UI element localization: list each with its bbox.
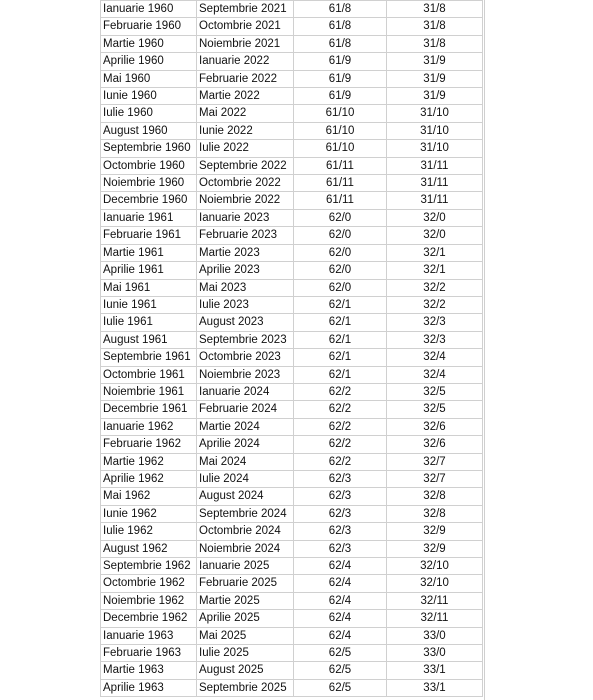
table-cell[interactable]: 31/9	[387, 88, 483, 105]
table-cell[interactable]: 33/1	[387, 662, 483, 679]
table-row	[101, 662, 483, 679]
table-cell[interactable]: 62/1	[294, 349, 387, 366]
table-cell[interactable]: Iulie 2024	[197, 470, 294, 487]
table-cell[interactable]: Mai 2025	[197, 627, 294, 644]
table-cell[interactable]: 32/4	[387, 349, 483, 366]
table-row	[101, 558, 483, 575]
table-cell[interactable]: Octombrie 1962	[101, 575, 197, 592]
table-row	[101, 453, 483, 470]
table-row	[101, 592, 483, 609]
sheet-right-border	[484, 0, 485, 700]
table-cell[interactable]: 31/8	[387, 1, 483, 18]
table-cell[interactable]: 62/0	[294, 244, 387, 261]
table-cell[interactable]: Mai 1962	[101, 488, 197, 505]
table-cell[interactable]: 61/8	[294, 1, 387, 18]
table-cell[interactable]: Martie 1961	[101, 244, 197, 261]
table-cell[interactable]: 62/5	[294, 645, 387, 662]
table-row	[101, 679, 483, 696]
table-cell[interactable]: August 1961	[101, 331, 197, 348]
spreadsheet-table-container	[100, 0, 483, 697]
table-cell[interactable]: 32/5	[387, 383, 483, 400]
table-row	[101, 523, 483, 540]
table-cell[interactable]: Noiembrie 2021	[197, 35, 294, 52]
table-row	[101, 35, 483, 52]
table-cell[interactable]: Iulie 2025	[197, 645, 294, 662]
table-cell[interactable]: Februarie 1960	[101, 18, 197, 35]
table-cell[interactable]: 33/0	[387, 645, 483, 662]
table-cell[interactable]: Iunie 1961	[101, 296, 197, 313]
table-cell[interactable]: 32/2	[387, 279, 483, 296]
table-row	[101, 122, 483, 139]
table-cell[interactable]: 32/6	[387, 436, 483, 453]
table-cell[interactable]: Martie 1962	[101, 453, 197, 470]
table-cell[interactable]: 61/9	[294, 70, 387, 87]
table-cell[interactable]: 32/1	[387, 262, 483, 279]
table-cell[interactable]: Februarie 2022	[197, 70, 294, 87]
table-row	[101, 366, 483, 383]
table-cell[interactable]: 32/8	[387, 505, 483, 522]
table-cell[interactable]: 62/4	[294, 575, 387, 592]
table-body	[101, 1, 483, 697]
table-row	[101, 470, 483, 487]
table-cell[interactable]: Octombrie 2021	[197, 18, 294, 35]
table-cell[interactable]: 32/2	[387, 296, 483, 313]
table-cell[interactable]: 32/5	[387, 401, 483, 418]
table-cell[interactable]: Noiembrie 2024	[197, 540, 294, 557]
table-cell[interactable]: 62/2	[294, 401, 387, 418]
table-cell[interactable]: Noiembrie 1960	[101, 175, 197, 192]
table-cell[interactable]: Martie 2025	[197, 592, 294, 609]
table-cell[interactable]: Septembrie 1962	[101, 558, 197, 575]
table-cell[interactable]: 61/8	[294, 35, 387, 52]
table-cell[interactable]: 31/11	[387, 157, 483, 174]
table-cell[interactable]: Septembrie 2025	[197, 679, 294, 696]
table-cell[interactable]: Noiembrie 1962	[101, 592, 197, 609]
table-cell[interactable]: Mai 2022	[197, 105, 294, 122]
table-cell[interactable]: Februarie 2025	[197, 575, 294, 592]
table-cell[interactable]: Ianuarie 1962	[101, 418, 197, 435]
table-cell[interactable]: Decembrie 1962	[101, 610, 197, 627]
table-cell[interactable]: Aprilie 1962	[101, 470, 197, 487]
table-cell[interactable]: 33/0	[387, 627, 483, 644]
table-row	[101, 262, 483, 279]
table-cell[interactable]: 61/8	[294, 18, 387, 35]
table-cell[interactable]: 32/3	[387, 331, 483, 348]
table-cell[interactable]: 62/3	[294, 488, 387, 505]
table-row	[101, 331, 483, 348]
table-row	[101, 627, 483, 644]
table-cell[interactable]: 61/10	[294, 122, 387, 139]
table-cell[interactable]: Mai 1960	[101, 70, 197, 87]
table-row	[101, 314, 483, 331]
table-cell[interactable]: 62/1	[294, 296, 387, 313]
table-row	[101, 105, 483, 122]
table-cell[interactable]: 62/4	[294, 592, 387, 609]
table-cell[interactable]: Septembrie 2024	[197, 505, 294, 522]
table-cell[interactable]: 62/2	[294, 418, 387, 435]
table-row	[101, 88, 483, 105]
table-cell[interactable]: Ianuarie 2022	[197, 53, 294, 70]
table-cell[interactable]: Iunie 1960	[101, 88, 197, 105]
table-cell[interactable]: 61/9	[294, 88, 387, 105]
table-row	[101, 349, 483, 366]
table-cell[interactable]: 32/11	[387, 610, 483, 627]
table-cell[interactable]: 62/3	[294, 470, 387, 487]
table-cell[interactable]: August 1962	[101, 540, 197, 557]
table-cell[interactable]: Februarie 1963	[101, 645, 197, 662]
table-cell[interactable]: 62/0	[294, 279, 387, 296]
table-cell[interactable]: Martie 2022	[197, 88, 294, 105]
table-cell[interactable]: Noiembrie 2022	[197, 192, 294, 209]
table-cell[interactable]: 62/2	[294, 383, 387, 400]
table-cell[interactable]: 32/0	[387, 209, 483, 226]
table-row	[101, 18, 483, 35]
table-row	[101, 540, 483, 557]
table-cell[interactable]: 62/1	[294, 366, 387, 383]
table-cell[interactable]: August 1960	[101, 122, 197, 139]
table-cell[interactable]: Iulie 1960	[101, 105, 197, 122]
table-cell[interactable]: Mai 1961	[101, 279, 197, 296]
table-cell[interactable]: Februarie 2023	[197, 227, 294, 244]
table-row	[101, 383, 483, 400]
table-cell[interactable]: Martie 2023	[197, 244, 294, 261]
table-cell[interactable]: 32/0	[387, 227, 483, 244]
table-cell[interactable]: Martie 2024	[197, 418, 294, 435]
table-cell[interactable]: Mai 2024	[197, 453, 294, 470]
table-cell[interactable]: Aprilie 2023	[197, 262, 294, 279]
table-row	[101, 157, 483, 174]
table-cell[interactable]: Aprilie 2024	[197, 436, 294, 453]
table-row	[101, 244, 483, 261]
table-cell[interactable]: Ianuarie 2024	[197, 383, 294, 400]
table-cell[interactable]: 31/8	[387, 18, 483, 35]
table-cell[interactable]: 62/2	[294, 436, 387, 453]
table-cell[interactable]: 62/4	[294, 558, 387, 575]
table-cell[interactable]: Iulie 2022	[197, 140, 294, 157]
table-cell[interactable]: 62/0	[294, 209, 387, 226]
table-cell[interactable]: Septembrie 2023	[197, 331, 294, 348]
table-cell[interactable]: Martie 1960	[101, 35, 197, 52]
table-row	[101, 296, 483, 313]
table-cell[interactable]: Septembrie 1961	[101, 349, 197, 366]
table-cell[interactable]: 31/8	[387, 35, 483, 52]
table-cell[interactable]: Iulie 1962	[101, 523, 197, 540]
table-cell[interactable]: 62/0	[294, 227, 387, 244]
table-row	[101, 53, 483, 70]
table-cell[interactable]: Iulie 2023	[197, 296, 294, 313]
table-cell[interactable]: 61/11	[294, 157, 387, 174]
table-row	[101, 175, 483, 192]
table-cell[interactable]: 32/10	[387, 558, 483, 575]
table-cell[interactable]: Decembrie 1961	[101, 401, 197, 418]
table-cell[interactable]: 32/8	[387, 488, 483, 505]
table-cell[interactable]: 32/6	[387, 418, 483, 435]
table-cell[interactable]: 62/5	[294, 679, 387, 696]
table-cell[interactable]: 32/10	[387, 575, 483, 592]
table-cell[interactable]: 61/10	[294, 105, 387, 122]
table-cell[interactable]: Decembrie 1960	[101, 192, 197, 209]
table-cell[interactable]: 61/11	[294, 192, 387, 209]
table-cell[interactable]: 32/7	[387, 470, 483, 487]
table-cell[interactable]: Octombrie 2024	[197, 523, 294, 540]
table-cell[interactable]: 32/4	[387, 366, 483, 383]
table-cell[interactable]: August 2025	[197, 662, 294, 679]
table-cell[interactable]: Iulie 1961	[101, 314, 197, 331]
table-row	[101, 279, 483, 296]
table-cell[interactable]: Aprilie 2025	[197, 610, 294, 627]
table-row	[101, 1, 483, 18]
table-cell[interactable]: 32/11	[387, 592, 483, 609]
table-cell[interactable]: 62/4	[294, 610, 387, 627]
table-row	[101, 192, 483, 209]
table-cell[interactable]: Ianuarie 2023	[197, 209, 294, 226]
table-cell[interactable]: 32/7	[387, 453, 483, 470]
table-cell[interactable]: 32/3	[387, 314, 483, 331]
table-cell[interactable]: Februarie 2024	[197, 401, 294, 418]
table-cell[interactable]: 32/1	[387, 244, 483, 261]
table-row	[101, 70, 483, 87]
table-cell[interactable]: Septembrie 2021	[197, 1, 294, 18]
table-cell[interactable]: Februarie 1961	[101, 227, 197, 244]
table-row	[101, 140, 483, 157]
table-cell[interactable]: Octombrie 2023	[197, 349, 294, 366]
table-cell[interactable]: Ianuarie 1961	[101, 209, 197, 226]
table-row	[101, 575, 483, 592]
table-row	[101, 436, 483, 453]
table-cell[interactable]: Ianuarie 1960	[101, 1, 197, 18]
table-cell[interactable]: 31/10	[387, 140, 483, 157]
table-cell[interactable]: Noiembrie 2023	[197, 366, 294, 383]
table-cell[interactable]: 62/4	[294, 627, 387, 644]
table-cell[interactable]: 62/1	[294, 314, 387, 331]
table-cell[interactable]: Mai 2023	[197, 279, 294, 296]
table-cell[interactable]: Octombrie 1961	[101, 366, 197, 383]
table-cell[interactable]: 31/11	[387, 175, 483, 192]
table-cell[interactable]: Noiembrie 1961	[101, 383, 197, 400]
table-cell[interactable]: August 2024	[197, 488, 294, 505]
table-cell[interactable]: 62/3	[294, 505, 387, 522]
table-cell[interactable]: 33/1	[387, 679, 483, 696]
table-cell[interactable]: 31/9	[387, 70, 483, 87]
table-row	[101, 227, 483, 244]
retirement-table	[100, 0, 483, 697]
table-cell[interactable]: 32/9	[387, 523, 483, 540]
table-row	[101, 645, 483, 662]
table-cell[interactable]: 61/9	[294, 53, 387, 70]
table-row	[101, 610, 483, 627]
table-cell[interactable]: 31/9	[387, 53, 483, 70]
table-cell[interactable]: Februarie 1962	[101, 436, 197, 453]
table-cell[interactable]: 61/10	[294, 140, 387, 157]
table-cell[interactable]: Aprilie 1961	[101, 262, 197, 279]
table-cell[interactable]: Ianuarie 2025	[197, 558, 294, 575]
table-cell[interactable]: 62/5	[294, 662, 387, 679]
table-cell[interactable]: 62/0	[294, 262, 387, 279]
table-cell[interactable]: 32/9	[387, 540, 483, 557]
table-cell[interactable]: 31/10	[387, 122, 483, 139]
table-cell[interactable]: Iunie 2022	[197, 122, 294, 139]
table-cell[interactable]: 61/11	[294, 175, 387, 192]
table-cell[interactable]: Martie 1963	[101, 662, 197, 679]
table-row	[101, 401, 483, 418]
table-cell[interactable]: Aprilie 1963	[101, 679, 197, 696]
table-cell[interactable]: 31/11	[387, 192, 483, 209]
table-cell[interactable]: 31/10	[387, 105, 483, 122]
table-row	[101, 209, 483, 226]
table-cell[interactable]: Octombrie 2022	[197, 175, 294, 192]
table-cell[interactable]: Iunie 1962	[101, 505, 197, 522]
table-cell[interactable]: Octombrie 1960	[101, 157, 197, 174]
table-cell[interactable]: Septembrie 1960	[101, 140, 197, 157]
table-cell[interactable]: 62/3	[294, 523, 387, 540]
table-row	[101, 418, 483, 435]
table-row	[101, 505, 483, 522]
table-cell[interactable]: 62/2	[294, 453, 387, 470]
table-cell[interactable]: Aprilie 1960	[101, 53, 197, 70]
table-cell[interactable]: 62/1	[294, 331, 387, 348]
table-cell[interactable]: Ianuarie 1963	[101, 627, 197, 644]
table-cell[interactable]: August 2023	[197, 314, 294, 331]
table-row	[101, 488, 483, 505]
table-cell[interactable]: Septembrie 2022	[197, 157, 294, 174]
table-cell[interactable]: 62/3	[294, 540, 387, 557]
